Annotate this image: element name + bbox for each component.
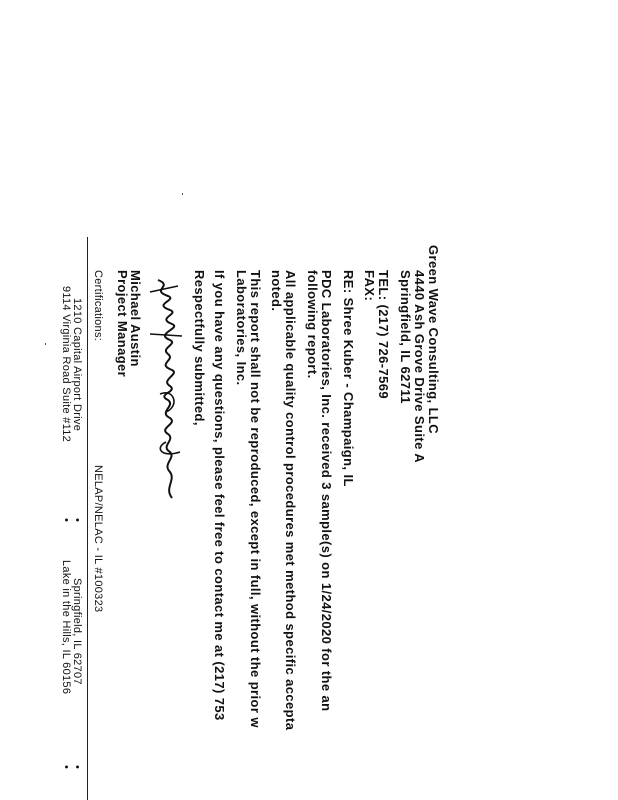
body-paragraph-2-line2: noted. xyxy=(269,270,284,312)
footer-address-2-left: 9114 Virginia Road Suite #112 xyxy=(60,286,72,443)
client-address-line1: 4440 Ash Grove Drive Suite A xyxy=(412,270,427,464)
certification-value: NELAP/NELAC - IL #100323 xyxy=(92,465,104,613)
client-address-line2: Springfield, IL 62711 xyxy=(398,270,413,404)
footer-bullet-2: • xyxy=(71,765,83,770)
signature-image xyxy=(142,276,190,506)
footer-address-1-right: Springfield, IL 62707 xyxy=(71,578,83,685)
re-line: RE: Shree Kuber - Champaign, IL xyxy=(341,270,356,487)
signer-title: Project Manager xyxy=(115,270,130,378)
scan-speck xyxy=(182,193,183,195)
scan-speck xyxy=(45,343,46,345)
certifications-label: Certifications: xyxy=(92,270,104,342)
footer-address-1-left: 1210 Capital Airport Drive xyxy=(71,298,83,432)
body-paragraph-1-line2: following report. xyxy=(305,270,320,379)
body-paragraph-1-line1: PDC Laboratories, Inc. received 3 sample(s) on 1/24/2020 for the an xyxy=(319,270,334,712)
body-paragraph-3-line1: This report shall not be reproduced, except in full, without the prior w xyxy=(248,270,263,728)
client-name: Green Wave Consulting, LLC xyxy=(426,245,441,435)
footer-divider xyxy=(87,237,88,800)
body-paragraph-3-line2: Laboratories, Inc. xyxy=(234,270,249,386)
closing-line: Respectfully submitted, xyxy=(192,270,207,426)
footer-bullet-3: • xyxy=(60,518,72,523)
footer-bullet-1: • xyxy=(71,518,83,523)
client-telephone: TEL: (217) 726-7569 xyxy=(376,270,391,399)
body-paragraph-2-line1: All applicable quality control procedures met method specific accepta xyxy=(283,270,298,731)
footer-address-2-right: Lake in the Hills, IL 60156 xyxy=(60,560,72,695)
footer-bullet-4: • xyxy=(60,765,72,770)
body-paragraph-4: If you have any questions, please feel free to contact me at (217) 753 xyxy=(212,270,227,721)
client-fax: FAX: xyxy=(362,270,377,302)
signer-name: Michael Austin xyxy=(128,270,143,367)
